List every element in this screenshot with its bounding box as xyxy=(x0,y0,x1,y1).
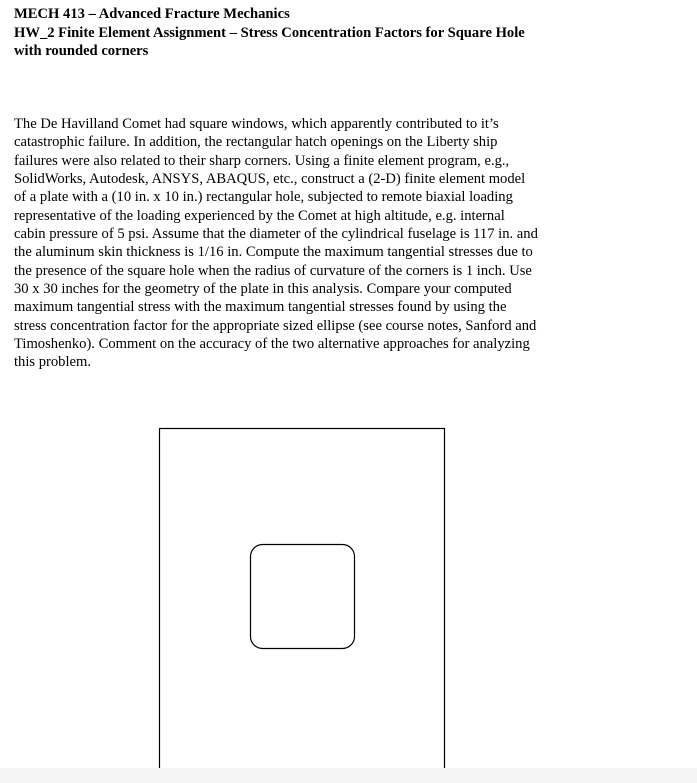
problem-line: failures were also related to their sharp corners. Using a finite element program, e.g., xyxy=(14,152,510,169)
problem-line: Timoshenko). Comment on the accuracy of the two alternative approaches for analyzing xyxy=(14,336,530,353)
problem-line: SolidWorks, Autodesk, ANSYS, ABAQUS, etc., construct a (2-D) finite element model xyxy=(14,171,526,188)
problem-line: this problem. xyxy=(14,354,92,371)
problem-line: The De Havilland Comet had square windows, which apparently contributed to it’s xyxy=(14,116,499,132)
course-title: MECH 413 – Advanced Fracture Mechanics xyxy=(14,6,290,22)
problem-line: of a plate with a (10 in. x 10 in.) rectangular hole, subjected to remote biaxial loading xyxy=(14,189,513,206)
problem-line: representative of the loading experienced by the Comet at high altitude, e.g. internal xyxy=(14,207,505,224)
rounded-square-hole xyxy=(251,545,355,649)
document-header xyxy=(14,5,684,61)
assignment-title-line-2: with rounded corners xyxy=(14,43,149,59)
problem-line: stress concentration factor for the appropriate sized ellipse (see course notes, Sanford and xyxy=(14,317,537,334)
problem-line: the aluminum skin thickness is 1/16 in. Compute the maximum tangential stresses due to xyxy=(14,244,533,261)
assignment-title-line-1: HW_2 Finite Element Assignment – Stress Concentration Factors for Square Hole xyxy=(14,24,525,41)
problem-line: maximum tangential stress with the maximum tangential stresses found by using the xyxy=(14,299,507,316)
problem-line: the presence of the square hole when the radius of curvature of the corners is 1 inch. Use xyxy=(14,262,532,279)
page-bottom-strip xyxy=(0,768,697,783)
problem-line: catastrophic failure. In addition, the rectangular hatch openings on the Liberty ship xyxy=(14,134,498,151)
problem-statement xyxy=(14,115,686,372)
problem-line: 30 x 30 inches for the geometry of the plate in this analysis. Compare your computed xyxy=(14,281,512,298)
plate-outline xyxy=(160,429,445,774)
problem-line: cabin pressure of 5 psi. Assume that the diameter of the cylindrical fuselage is 117 in. and xyxy=(14,226,538,243)
